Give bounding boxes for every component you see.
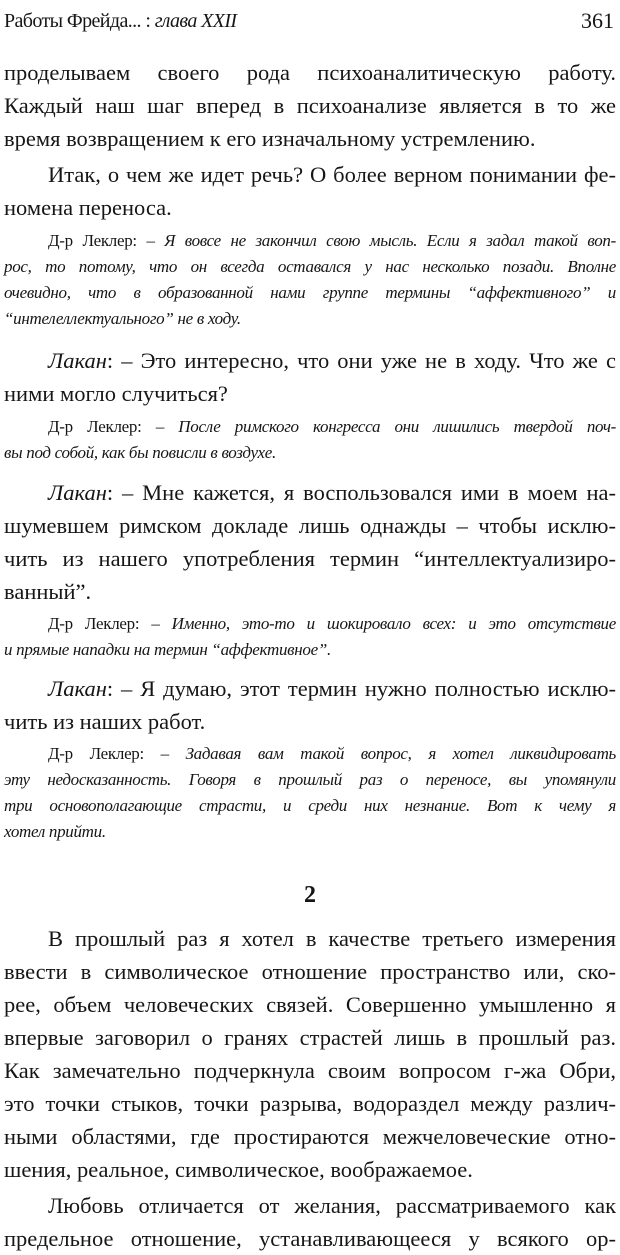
remark-text: “интелеллектуального” не в ходу. (4, 309, 241, 328)
remark-text: вы под собой, как бы повисли в воздухе. (4, 443, 276, 462)
text-line: Как замечательно подчеркнула своим вопросом г-жа Обри, (4, 1058, 616, 1083)
text-line: шения, реальное, символическое, воображаемое. (4, 1157, 473, 1182)
speaker-lacan: Лакан (48, 480, 107, 505)
text-line: Каждый наш шаг вперед в психоанализе является в то же (4, 93, 616, 118)
remark-line (4, 637, 616, 663)
speaker-lacan: Лакан (48, 348, 107, 373)
remark-text: эту недосказанность. Говоря в прошлый раз о переносе, вы упомянули (4, 770, 616, 789)
text-line: чить из наших работ. (4, 709, 206, 734)
book-title: Работы Фрейда... : (4, 10, 155, 32)
text-line: номена переноса. (4, 195, 172, 220)
text-line (4, 672, 616, 705)
text-line: ными областями, где простираются межчеловеческие отно- (4, 1124, 616, 1149)
remark-line (4, 611, 616, 637)
remark-text: рос, то потому, что он всегда оставался у нас несколько позади. Вполне (4, 257, 616, 276)
remark-line (4, 741, 616, 767)
remark-line (4, 767, 616, 793)
text-line: предельное отношение, устанавливающееся у всякого ор- (4, 1226, 616, 1251)
running-header (4, 4, 614, 38)
text-line: рее, объем человеческих связей. Совершенно умышленно я (4, 992, 616, 1017)
text-line: ними могло случиться? (4, 381, 228, 406)
section-number: 2 (304, 882, 316, 908)
remark-line (4, 306, 616, 332)
text-line: проделываем своего рода психоаналитическую работу. (4, 60, 616, 85)
remark-line (4, 228, 616, 254)
text-line (4, 476, 616, 509)
remark-text: три основополагающие страсти, и среди них незнание. Вот к чему я (4, 796, 616, 815)
speaker-leclaire: Д-р Леклер: (48, 417, 156, 436)
remark-text: хотел прийти. (4, 822, 106, 841)
remark-text: – После римского конгресса они лишились твердой поч- (155, 417, 616, 436)
remark-line (4, 793, 616, 819)
page-number: 361 (581, 8, 614, 33)
text-line (4, 344, 616, 377)
remark-line (4, 254, 616, 280)
text-line: ввести в символическое отношение пространство или, ско- (4, 959, 616, 984)
chapter-label: глава XXII (154, 10, 237, 32)
text-line: чить из нашего употребления термин “интеллектуализиро- (4, 546, 616, 571)
running-title (4, 4, 237, 38)
utterance-text: : – Я думаю, этот термин нужно полностью исклю- (106, 676, 616, 701)
utterance-text: : – Мне кажется, я воспользовался ими в моем на- (106, 480, 616, 505)
speaker-leclaire: Д-р Леклер: (48, 744, 161, 763)
text-line: Любовь отличается от желания, рассматриваемого как (48, 1193, 616, 1218)
text-line: это точки стыков, точки разрыва, водораздел между различ- (4, 1091, 616, 1116)
remark-text: – Я вовсе не закончил свою мысль. Если я задал такой воп- (146, 231, 616, 250)
remark-text: очевидно, что в образованной нами группе термины “аффективного” и (4, 283, 616, 302)
remark-line (4, 819, 616, 845)
speaker-leclaire: Д-р Леклер: (48, 614, 152, 633)
remark-line (4, 440, 616, 466)
text-line: Итак, о чем же идет речь? О более верном понимании фе- (48, 162, 616, 187)
utterance-text: : – Это интересно, что они уже не в ходу. Что же с (106, 348, 616, 373)
speaker-lacan: Лакан (48, 676, 107, 701)
text-line: время возвращением к его изначальному устремлению. (4, 126, 536, 151)
remark-text: и прямые нападки на термин “аффективное”. (4, 640, 331, 659)
speaker-leclaire: Д-р Леклер: (48, 231, 147, 250)
text-line: впервые заговорил о гранях страстей лишь в прошлый раз. (4, 1025, 616, 1050)
remark-line (4, 414, 616, 440)
text-line: ванный”. (4, 579, 92, 604)
remark-text: – Именно, это-то и шокировало всех: и это отсутствие (151, 614, 616, 633)
text-line: В прошлый раз я хотел в качестве третьего измерения (48, 926, 616, 951)
remark-text: – Задавая вам такой вопрос, я хотел ликвидировать (160, 744, 616, 763)
remark-line (4, 280, 616, 306)
text-line: шумевшем римском докладе лишь однажды – чтобы исклю- (4, 513, 616, 538)
